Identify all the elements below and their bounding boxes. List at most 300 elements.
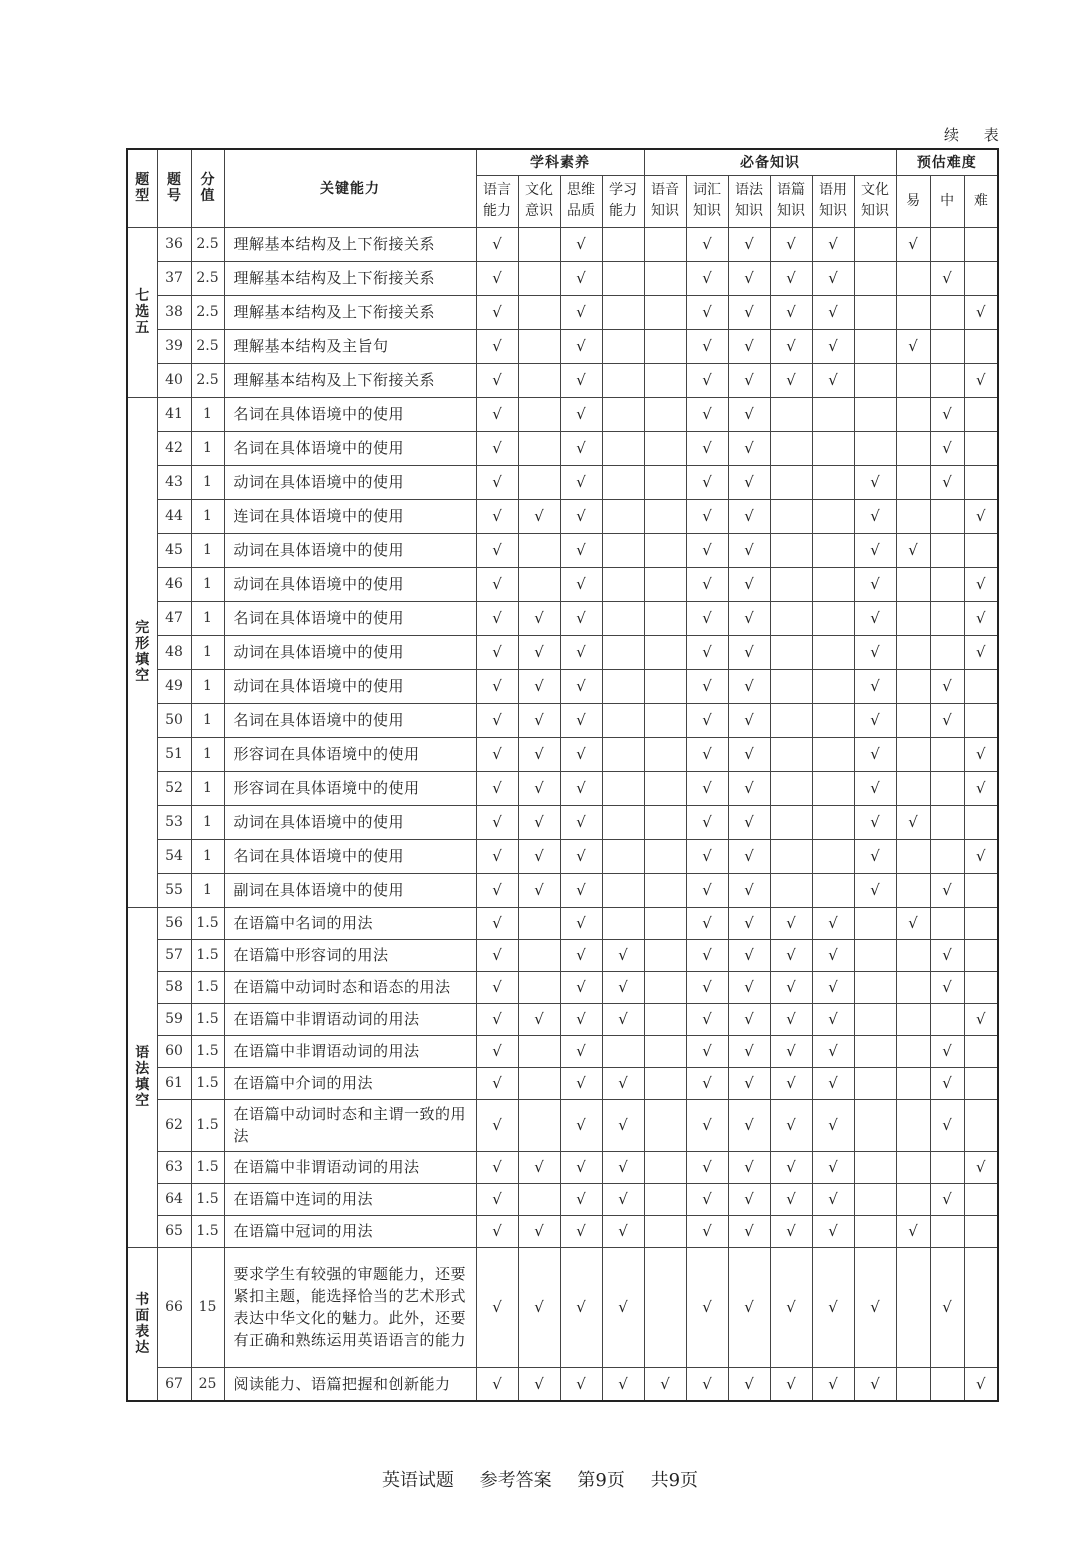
check-cell: √ [812, 1215, 854, 1247]
check-cell: √ [560, 971, 602, 1003]
header-num: 题号 [157, 149, 191, 227]
check-cell [518, 363, 560, 397]
check-cell: √ [476, 873, 518, 907]
question-score: 2.5 [191, 261, 224, 295]
check-cell: √ [560, 397, 602, 431]
check-cell: √ [476, 499, 518, 533]
check-cell: √ [476, 1183, 518, 1215]
check-cell: √ [686, 805, 728, 839]
check-cell: √ [686, 601, 728, 635]
check-cell: √ [770, 1003, 812, 1035]
check-cell: √ [930, 397, 964, 431]
check-cell: √ [476, 1151, 518, 1183]
check-cell [854, 1151, 896, 1183]
key-ability: 在语篇中非谓语动词的用法 [224, 1151, 476, 1183]
check-cell: √ [686, 227, 728, 261]
check-cell [896, 1151, 930, 1183]
question-score: 1 [191, 669, 224, 703]
check-cell: √ [728, 771, 770, 805]
check-cell: √ [686, 1367, 728, 1401]
check-cell: √ [770, 227, 812, 261]
check-cell: √ [686, 295, 728, 329]
check-cell [644, 601, 686, 635]
check-cell [964, 907, 998, 939]
check-cell [964, 431, 998, 465]
check-cell: √ [930, 873, 964, 907]
check-cell: √ [728, 227, 770, 261]
check-cell [930, 737, 964, 771]
check-cell [896, 295, 930, 329]
question-number: 57 [157, 939, 191, 971]
check-cell: √ [930, 465, 964, 499]
subheader-literacy-1: 文化意识 [518, 175, 560, 227]
question-score: 1 [191, 397, 224, 431]
check-cell [644, 1099, 686, 1151]
check-cell: √ [686, 669, 728, 703]
question-score: 1.5 [191, 1151, 224, 1183]
check-cell: √ [930, 431, 964, 465]
key-ability: 动词在具体语境中的使用 [224, 465, 476, 499]
check-cell [518, 465, 560, 499]
check-cell [644, 397, 686, 431]
check-cell [602, 771, 644, 805]
check-cell: √ [896, 533, 930, 567]
check-cell: √ [560, 227, 602, 261]
check-cell [812, 499, 854, 533]
check-cell [854, 295, 896, 329]
check-cell: √ [602, 1183, 644, 1215]
question-score: 25 [191, 1367, 224, 1401]
check-cell: √ [812, 329, 854, 363]
check-cell: √ [812, 1003, 854, 1035]
check-cell [602, 431, 644, 465]
check-cell [896, 261, 930, 295]
question-score: 1 [191, 703, 224, 737]
question-score: 1 [191, 771, 224, 805]
table-row [127, 669, 998, 703]
question-score: 1.5 [191, 907, 224, 939]
check-cell: √ [476, 635, 518, 669]
check-cell: √ [560, 465, 602, 499]
table-row [127, 939, 998, 971]
subheader-difficulty-1: 中 [930, 175, 964, 227]
check-cell: √ [930, 1035, 964, 1067]
check-cell: √ [476, 261, 518, 295]
key-ability: 动词在具体语境中的使用 [224, 669, 476, 703]
check-cell [854, 1035, 896, 1067]
check-cell: √ [476, 669, 518, 703]
question-number: 66 [157, 1247, 191, 1367]
key-ability: 名词在具体语境中的使用 [224, 397, 476, 431]
question-number: 46 [157, 567, 191, 601]
question-number: 65 [157, 1215, 191, 1247]
header-score: 分值 [191, 149, 224, 227]
check-cell: √ [964, 295, 998, 329]
question-number: 50 [157, 703, 191, 737]
check-cell [518, 533, 560, 567]
check-cell: √ [770, 1099, 812, 1151]
check-cell: √ [476, 1067, 518, 1099]
check-cell: √ [728, 839, 770, 873]
check-cell [812, 397, 854, 431]
check-cell: √ [930, 971, 964, 1003]
check-cell: √ [686, 907, 728, 939]
check-cell [896, 601, 930, 635]
check-cell [854, 261, 896, 295]
check-cell [602, 295, 644, 329]
question-number: 53 [157, 805, 191, 839]
continued-label: 续 表 [944, 126, 1009, 144]
check-cell [812, 703, 854, 737]
check-cell: √ [476, 703, 518, 737]
check-cell [896, 567, 930, 601]
check-cell [770, 873, 812, 907]
check-cell [644, 839, 686, 873]
check-cell [644, 1247, 686, 1367]
check-cell [602, 873, 644, 907]
check-cell [770, 737, 812, 771]
check-cell [854, 1099, 896, 1151]
subheader-knowledge-2: 语法知识 [728, 175, 770, 227]
check-cell [964, 1035, 998, 1067]
check-cell: √ [476, 397, 518, 431]
check-cell: √ [476, 227, 518, 261]
key-ability: 动词在具体语境中的使用 [224, 567, 476, 601]
check-cell [770, 669, 812, 703]
check-cell [964, 971, 998, 1003]
check-cell [854, 1003, 896, 1035]
check-cell: √ [560, 1247, 602, 1367]
check-cell [930, 1367, 964, 1401]
check-cell [964, 873, 998, 907]
check-cell: √ [686, 771, 728, 805]
question-number: 51 [157, 737, 191, 771]
check-cell: √ [686, 737, 728, 771]
subheader-literacy-2: 思维品质 [560, 175, 602, 227]
check-cell: √ [686, 1151, 728, 1183]
question-score: 1.5 [191, 1183, 224, 1215]
check-cell: √ [728, 1151, 770, 1183]
question-score: 2.5 [191, 363, 224, 397]
check-cell [896, 771, 930, 805]
check-cell: √ [728, 533, 770, 567]
question-number: 67 [157, 1367, 191, 1401]
check-cell [854, 1067, 896, 1099]
check-cell [812, 601, 854, 635]
check-cell [896, 839, 930, 873]
check-cell: √ [686, 1215, 728, 1247]
check-cell [964, 1183, 998, 1215]
check-cell [896, 465, 930, 499]
check-cell [964, 261, 998, 295]
subheader-difficulty-0: 易 [896, 175, 930, 227]
check-cell: √ [476, 971, 518, 1003]
check-cell: √ [728, 907, 770, 939]
table-row [127, 1215, 998, 1247]
question-score: 15 [191, 1247, 224, 1367]
question-score: 1.5 [191, 1099, 224, 1151]
check-cell: √ [476, 1367, 518, 1401]
check-cell [964, 1215, 998, 1247]
check-cell: √ [964, 771, 998, 805]
check-cell [602, 669, 644, 703]
check-cell: √ [854, 533, 896, 567]
check-cell [770, 805, 812, 839]
key-ability: 阅读能力、语篇把握和创新能力 [224, 1367, 476, 1401]
check-cell: √ [770, 295, 812, 329]
check-cell [896, 703, 930, 737]
check-cell: √ [476, 567, 518, 601]
check-cell [930, 363, 964, 397]
check-cell [896, 1067, 930, 1099]
check-cell [964, 939, 998, 971]
check-cell: √ [560, 839, 602, 873]
check-cell: √ [686, 703, 728, 737]
check-cell: √ [560, 329, 602, 363]
check-cell [930, 1151, 964, 1183]
check-cell: √ [728, 1035, 770, 1067]
question-number: 52 [157, 771, 191, 805]
check-cell: √ [854, 737, 896, 771]
check-cell: √ [560, 703, 602, 737]
header-literacy: 学科素养 [476, 149, 644, 175]
check-cell: √ [728, 1367, 770, 1401]
question-number: 43 [157, 465, 191, 499]
check-cell [644, 669, 686, 703]
check-cell: √ [686, 1067, 728, 1099]
check-cell [896, 1035, 930, 1067]
check-cell: √ [964, 601, 998, 635]
check-cell [518, 295, 560, 329]
key-ability: 在语篇中形容词的用法 [224, 939, 476, 971]
check-cell [602, 329, 644, 363]
check-cell: √ [812, 1099, 854, 1151]
check-cell: √ [560, 567, 602, 601]
check-cell [644, 939, 686, 971]
check-cell: √ [518, 1003, 560, 1035]
check-cell: √ [930, 669, 964, 703]
check-cell: √ [896, 907, 930, 939]
check-cell [770, 397, 812, 431]
check-cell: √ [686, 839, 728, 873]
question-number: 47 [157, 601, 191, 635]
table-row [127, 499, 998, 533]
check-cell: √ [686, 533, 728, 567]
check-cell: √ [602, 1003, 644, 1035]
check-cell [602, 907, 644, 939]
check-cell [770, 839, 812, 873]
question-number: 42 [157, 431, 191, 465]
check-cell [518, 329, 560, 363]
footer-total: 共9页 [650, 1470, 699, 1491]
check-cell: √ [686, 873, 728, 907]
footer-page: 第9页 [577, 1470, 625, 1491]
check-cell: √ [560, 1035, 602, 1067]
check-cell [644, 703, 686, 737]
check-cell [854, 363, 896, 397]
check-cell: √ [728, 635, 770, 669]
check-cell: √ [560, 1067, 602, 1099]
question-number: 40 [157, 363, 191, 397]
check-cell [812, 567, 854, 601]
check-cell [964, 533, 998, 567]
check-cell [602, 261, 644, 295]
check-cell: √ [896, 1215, 930, 1247]
question-score: 1 [191, 567, 224, 601]
table-row [127, 971, 998, 1003]
check-cell [644, 1183, 686, 1215]
check-cell: √ [518, 1367, 560, 1401]
question-score: 1 [191, 635, 224, 669]
check-cell [964, 805, 998, 839]
check-cell: √ [560, 873, 602, 907]
check-cell: √ [560, 939, 602, 971]
question-score: 2.5 [191, 295, 224, 329]
check-cell [518, 1067, 560, 1099]
check-cell: √ [476, 329, 518, 363]
check-cell [896, 1099, 930, 1151]
check-cell: √ [476, 805, 518, 839]
answer-analysis-table [126, 148, 999, 1402]
question-number: 41 [157, 397, 191, 431]
check-cell: √ [854, 873, 896, 907]
question-number: 37 [157, 261, 191, 295]
question-score: 2.5 [191, 329, 224, 363]
check-cell [770, 635, 812, 669]
check-cell: √ [476, 601, 518, 635]
check-cell [930, 329, 964, 363]
check-cell [644, 431, 686, 465]
check-cell: √ [560, 295, 602, 329]
check-cell: √ [770, 329, 812, 363]
check-cell: √ [686, 971, 728, 1003]
check-cell: √ [560, 363, 602, 397]
check-cell: √ [686, 1247, 728, 1367]
check-cell: √ [896, 329, 930, 363]
check-cell: √ [728, 397, 770, 431]
key-ability: 动词在具体语境中的使用 [224, 533, 476, 567]
check-cell: √ [518, 805, 560, 839]
key-ability: 动词在具体语境中的使用 [224, 805, 476, 839]
check-cell: √ [728, 499, 770, 533]
check-cell: √ [476, 1035, 518, 1067]
key-ability: 在语篇中非谓语动词的用法 [224, 1003, 476, 1035]
key-ability: 名词在具体语境中的使用 [224, 601, 476, 635]
header-ability: 关键能力 [224, 149, 476, 227]
table-row [127, 533, 998, 567]
check-cell [812, 873, 854, 907]
check-cell [896, 397, 930, 431]
key-ability: 在语篇中冠词的用法 [224, 1215, 476, 1247]
check-cell [930, 839, 964, 873]
check-cell: √ [476, 1003, 518, 1035]
check-cell: √ [686, 329, 728, 363]
question-number: 61 [157, 1067, 191, 1099]
subheader-knowledge-1: 词汇知识 [686, 175, 728, 227]
check-cell: √ [964, 1151, 998, 1183]
check-cell: √ [812, 1067, 854, 1099]
header-knowledge: 必备知识 [644, 149, 896, 175]
check-cell [930, 805, 964, 839]
check-cell [964, 465, 998, 499]
question-number: 54 [157, 839, 191, 873]
check-cell: √ [518, 703, 560, 737]
check-cell [644, 1035, 686, 1067]
question-score: 1.5 [191, 1215, 224, 1247]
key-ability: 理解基本结构及上下衔接关系 [224, 363, 476, 397]
check-cell: √ [476, 939, 518, 971]
check-cell [812, 431, 854, 465]
check-cell: √ [964, 499, 998, 533]
question-number: 62 [157, 1099, 191, 1151]
check-cell [812, 771, 854, 805]
question-score: 1 [191, 737, 224, 771]
subheader-literacy-3: 学习能力 [602, 175, 644, 227]
check-cell: √ [560, 1099, 602, 1151]
check-cell: √ [728, 261, 770, 295]
check-cell [896, 971, 930, 1003]
check-cell: √ [728, 1183, 770, 1215]
check-cell [602, 397, 644, 431]
check-cell [812, 805, 854, 839]
table-row [127, 465, 998, 499]
check-cell [896, 1247, 930, 1367]
table-row [127, 1151, 998, 1183]
check-cell [644, 363, 686, 397]
footer-doc: 参考答案 [479, 1470, 552, 1491]
check-cell [602, 805, 644, 839]
check-cell [602, 601, 644, 635]
check-cell: √ [854, 567, 896, 601]
check-cell: √ [644, 1367, 686, 1401]
check-cell: √ [812, 1035, 854, 1067]
check-cell: √ [476, 771, 518, 805]
check-cell [602, 703, 644, 737]
check-cell: √ [518, 499, 560, 533]
key-ability: 要求学生有较强的审题能力，还要紧扣主题，能选择恰当的艺术形式表达中华文化的魅力。此外，还要有正确和熟练运用英语语言的能力 [224, 1247, 476, 1367]
subheader-knowledge-4: 语用知识 [812, 175, 854, 227]
check-cell [518, 907, 560, 939]
check-cell [896, 1367, 930, 1401]
key-ability: 副词在具体语境中的使用 [224, 873, 476, 907]
check-cell [518, 1035, 560, 1067]
check-cell: √ [560, 261, 602, 295]
check-cell [930, 907, 964, 939]
check-cell [964, 703, 998, 737]
check-cell: √ [728, 1247, 770, 1367]
check-cell [770, 703, 812, 737]
check-cell [602, 533, 644, 567]
check-cell [854, 971, 896, 1003]
check-cell [602, 499, 644, 533]
check-cell: √ [770, 1367, 812, 1401]
question-number: 55 [157, 873, 191, 907]
check-cell: √ [728, 465, 770, 499]
check-cell [644, 329, 686, 363]
check-cell: √ [854, 839, 896, 873]
table-row [127, 397, 998, 431]
table-row [127, 839, 998, 873]
table-row [127, 1367, 998, 1401]
check-cell [644, 1215, 686, 1247]
check-cell [644, 1151, 686, 1183]
check-cell [964, 1067, 998, 1099]
question-score: 1 [191, 601, 224, 635]
question-score: 1 [191, 873, 224, 907]
check-cell [518, 1183, 560, 1215]
check-cell: √ [770, 363, 812, 397]
table-row [127, 703, 998, 737]
